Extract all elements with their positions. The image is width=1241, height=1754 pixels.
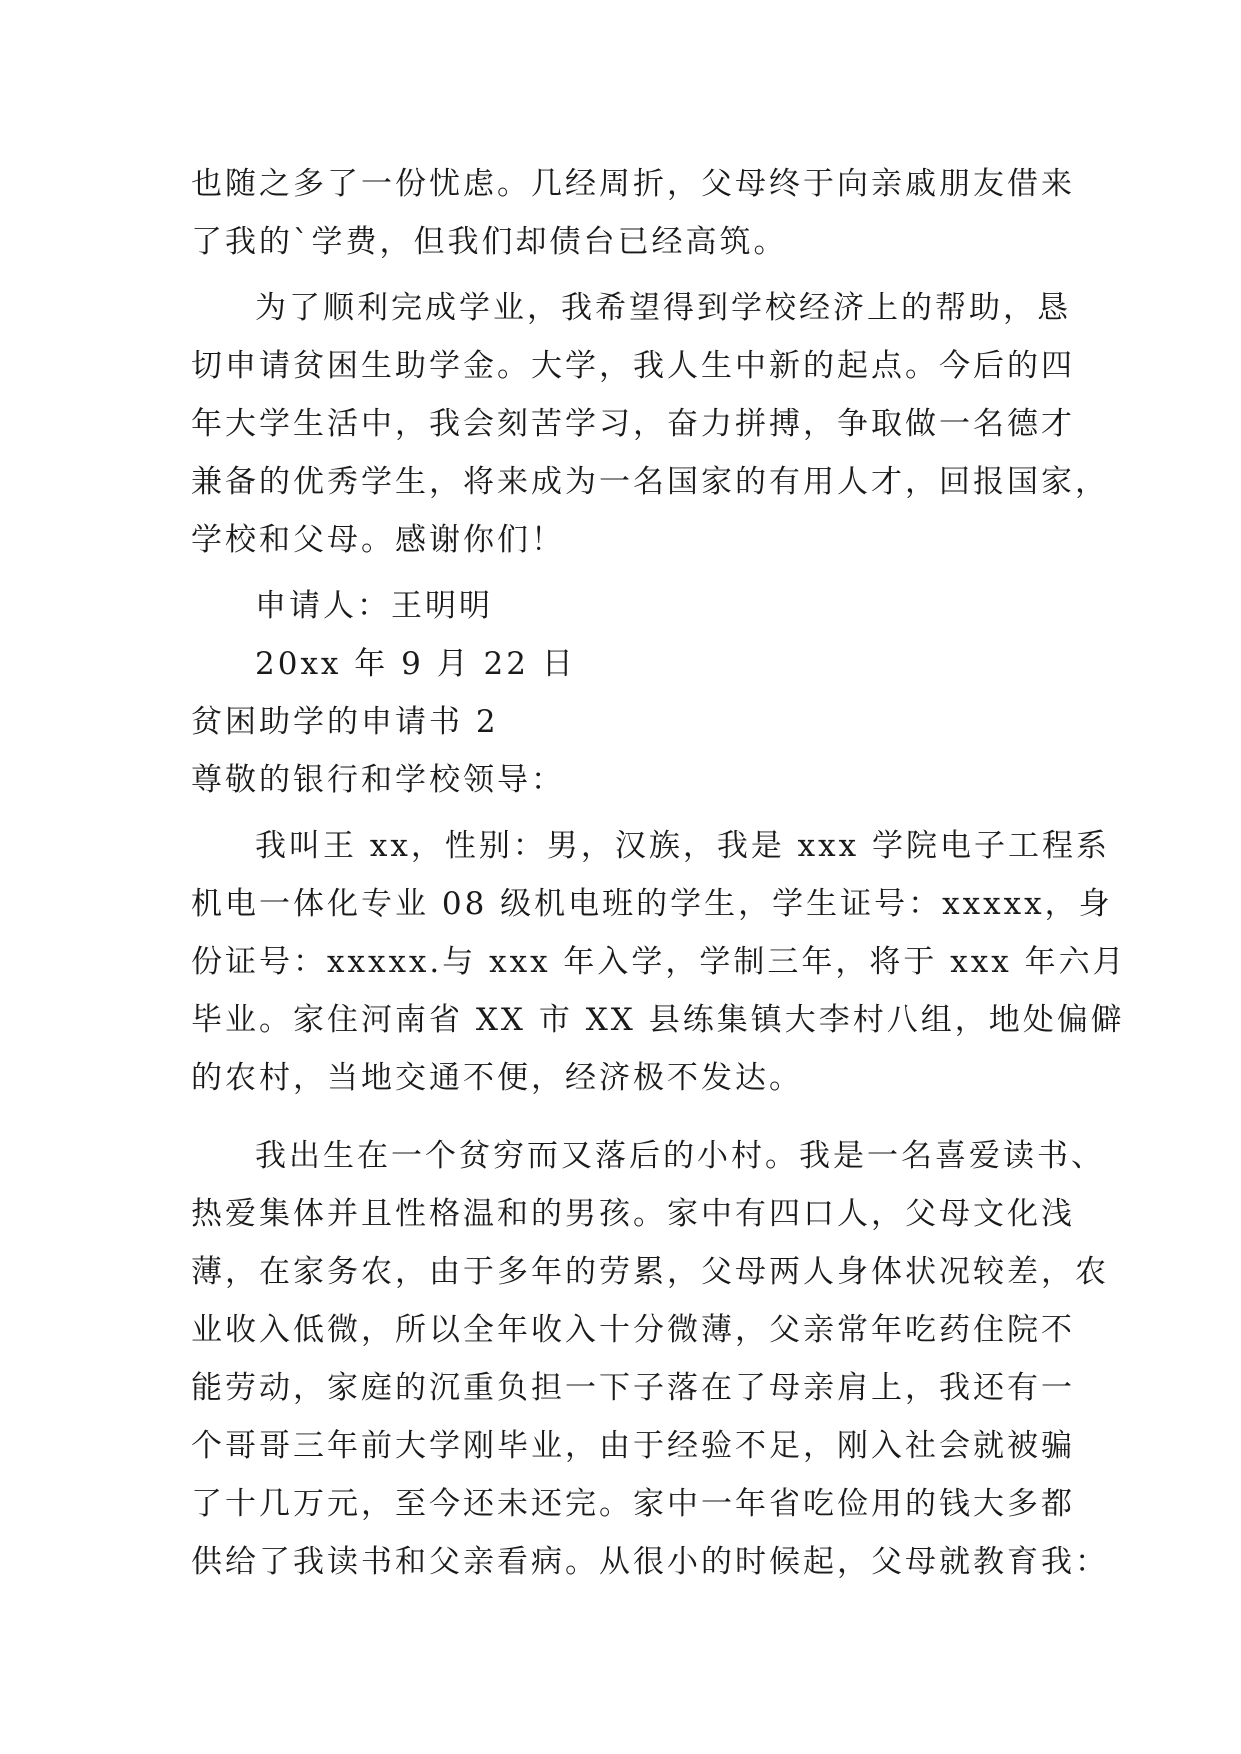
paragraph-continued bbox=[191, 155, 1075, 271]
text-line: 我出生在一个贫穷而又落后的小村。我是一名喜爱读书、 bbox=[255, 1138, 1105, 1174]
text-line: 了我的`学费，但我们却债台已经高筑。 bbox=[191, 224, 788, 260]
text-line: 年大学生活中，我会刻苦学习，奋力拼搏，争取做一名德才 bbox=[191, 406, 1075, 442]
salutation: 尊敬的银行和学校领导： bbox=[191, 762, 565, 798]
text-line: 薄，在家务农，由于多年的劳累，父母两人身体状况较差，农 bbox=[191, 1254, 1109, 1290]
text-line: 兼备的优秀学生，将来成为一名国家的有用人才，回报国家， bbox=[191, 464, 1109, 500]
text-line: 业收入低微，所以全年收入十分微薄，父亲常年吃药住院不 bbox=[191, 1312, 1075, 1348]
text-line: 毕业。家住河南省 XX 市 XX 县练集镇大李村八组，地处偏僻 bbox=[191, 1002, 1125, 1038]
paragraph-intro bbox=[191, 817, 1127, 1107]
text-line: 了十几万元，至今还未还完。家中一年省吃俭用的钱大多都 bbox=[191, 1486, 1075, 1522]
text-line: 我叫王 xx，性别：男，汉族，我是 xxx 学院电子工程系 bbox=[255, 828, 1110, 864]
signature-date: 20xx 年 9 月 22 日 bbox=[255, 646, 576, 682]
text-line: 热爱集体并且性格温和的男孩。家中有四口人，父母文化浅 bbox=[191, 1196, 1075, 1232]
text-line: 也随之多了一份忧虑。几经周折，父母终于向亲戚朋友借来 bbox=[191, 166, 1075, 202]
text-line: 为了顺利完成学业，我希望得到学校经济上的帮助，恳 bbox=[255, 290, 1071, 326]
text-line: 个哥哥三年前大学刚毕业，由于经验不足，刚入社会就被骗 bbox=[191, 1428, 1075, 1464]
text-line: 能劳动，家庭的沉重负担一下子落在了母亲肩上，我还有一 bbox=[191, 1370, 1075, 1406]
text-line: 的农村，当地交通不便，经济极不发达。 bbox=[191, 1060, 803, 1096]
text-line: 学校和父母。感谢你们！ bbox=[191, 522, 565, 558]
paragraph-family bbox=[191, 1127, 1109, 1591]
paragraph-request bbox=[191, 279, 1109, 569]
document-body bbox=[191, 155, 1127, 1591]
signature-block bbox=[191, 577, 1053, 693]
section-title: 贫困助学的申请书 2 bbox=[191, 704, 499, 740]
text-line: 份证号：xxxxx.与 xxx 年入学，学制三年，将于 xxx 年六月 bbox=[191, 944, 1127, 980]
text-line: 机电一体化专业 08 级机电班的学生，学生证号：xxxxx，身 bbox=[191, 886, 1113, 922]
text-line: 供给了我读书和父亲看病。从很小的时候起，父母就教育我： bbox=[191, 1544, 1109, 1580]
applicant-name: 申请人：王明明 bbox=[255, 588, 493, 624]
text-line: 切申请贫困生助学金。大学，我人生中新的起点。今后的四 bbox=[191, 348, 1075, 384]
